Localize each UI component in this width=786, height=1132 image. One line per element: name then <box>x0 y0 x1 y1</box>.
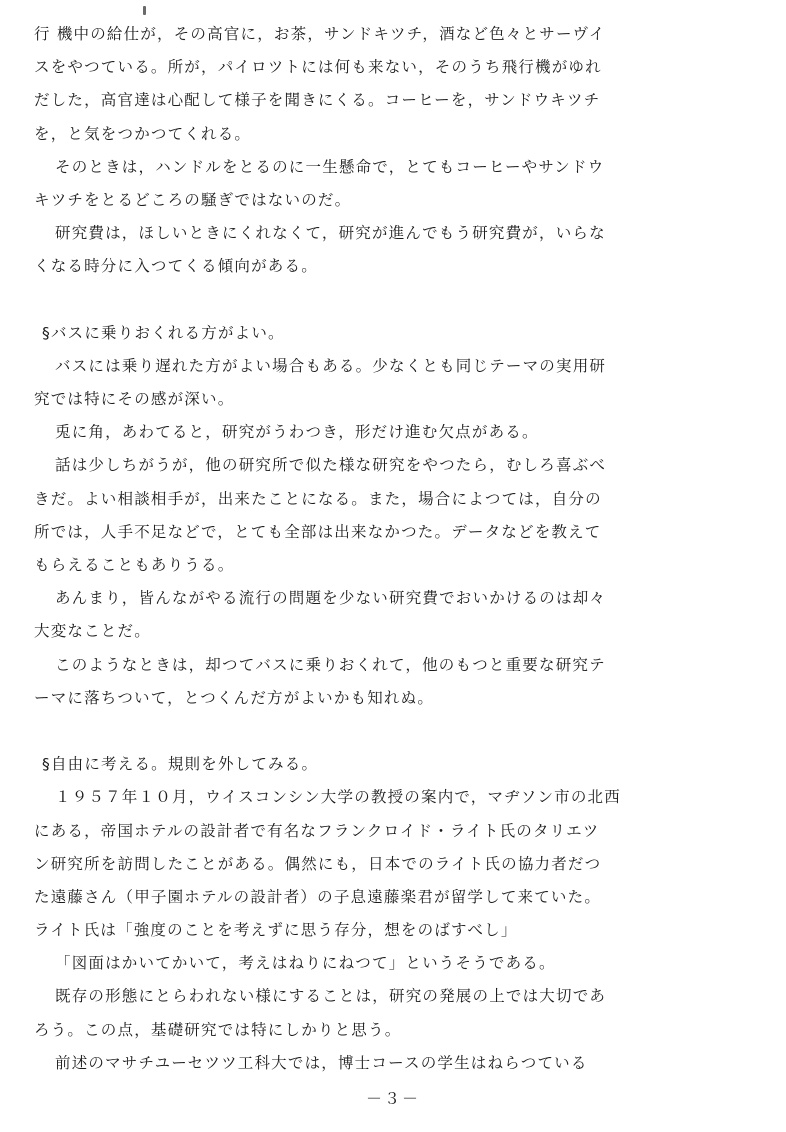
text-line: ン研究所を訪問したことがある。偶然にも，日本でのライト氏の協力者だつ <box>34 854 602 873</box>
text-line: バスには乗り遅れた方がよい場合もある。少なくとも同じテーマの実用研 <box>55 356 607 375</box>
text-line: 兎に角，あわてると，研究がうわつき，形だけ進む欠点がある。 <box>55 423 539 442</box>
text-line: 話は少しちがうが，他の研究所で似た様な研究をやつたら，むしろ喜ぶべ <box>55 456 607 475</box>
blank-line <box>34 715 764 748</box>
text-line: あんまり，皆んながやる流行の問題を少ない研究費でおいかけるのは却々 <box>55 589 607 608</box>
text-line: 研究費は，ほしいときにくれなくて，研究が進んでもう研究費が，いらな <box>55 224 606 243</box>
text-line: た遠藤さん（甲子園ホテルの設計者）の子息遠藤楽君が留学して来ていた。 <box>34 887 602 906</box>
text-line: 所では，人手不足などで，とても全部は出来なかつた。データなどを教えて <box>34 522 602 541</box>
section-heading: §バスに乗りおくれる方がよい。 <box>42 323 285 342</box>
text-line: きだ。よい相談相手が，出来たことになる。また，場合によつては，自分の <box>34 489 602 508</box>
text-line: このようなときは，却つてバスに乗りおくれて，他のもつと重要な研究テ <box>55 655 606 674</box>
text-line: 究では特にその感が深い。 <box>34 390 235 409</box>
blank-line <box>34 284 764 317</box>
section-heading: §自由に考える。規則を外してみる。 <box>42 755 319 774</box>
text-line: くなる時分に入つてくる傾向がある。 <box>34 257 318 276</box>
text-line: そのときは，ハンドルをとるのに一生懸命で，とてもコーヒーやサンドウ <box>55 157 605 176</box>
text-line: にある，帝国ホテルの設計者で有名なフランクロイド・ライト氏のタリエツ <box>34 821 600 840</box>
text-line: 行 機中の給仕が，その高官に，お茶，サンドキツチ，酒など色々とサーヴイ <box>34 25 606 43</box>
text-line: ーマに落ちついて，とつくんだ方がよいかも知れぬ。 <box>34 688 435 707</box>
text-line: 前述のマサチユーセツツ工科大では，博士コースの学生はねらつている <box>55 1053 588 1072</box>
text-line: だした，高官達は心配して様子を聞きにくる。コーヒーを，サンドウキツチ <box>34 91 601 110</box>
text-line: スをやつている。所が，パイロツトには何も来ない，そのうち飛行機がゆれ <box>34 58 602 77</box>
text-line: 大変なことだ。 <box>34 622 151 641</box>
text-line: もらえることもありうる。 <box>34 556 235 574</box>
scan-speck <box>143 6 146 15</box>
text-line: １９５７年１０月，ウイスコンシン大学の教授の案内で，マヂソン市の北西 <box>55 788 621 807</box>
page-number: －３－ <box>365 1089 420 1108</box>
text-line: ろう。この点，基礎研究では特にしかりと思う。 <box>34 1020 402 1039</box>
text-line: 既存の形態にとらわれない様にすることは，研究の発展の上では大切であ <box>55 987 607 1006</box>
document-body <box>34 18 764 1080</box>
text-line: を，と気をつかつてくれる。 <box>34 124 252 143</box>
text-line: 「図面はかいてかいて，考えはねりにねつて」というそうである。 <box>55 954 556 973</box>
text-line: キツチをとるどころの騒ぎではないのだ。 <box>34 190 352 209</box>
text-line: ライト氏は「強度のことを考えずに思う存分，想をのばすべし」 <box>34 921 518 940</box>
